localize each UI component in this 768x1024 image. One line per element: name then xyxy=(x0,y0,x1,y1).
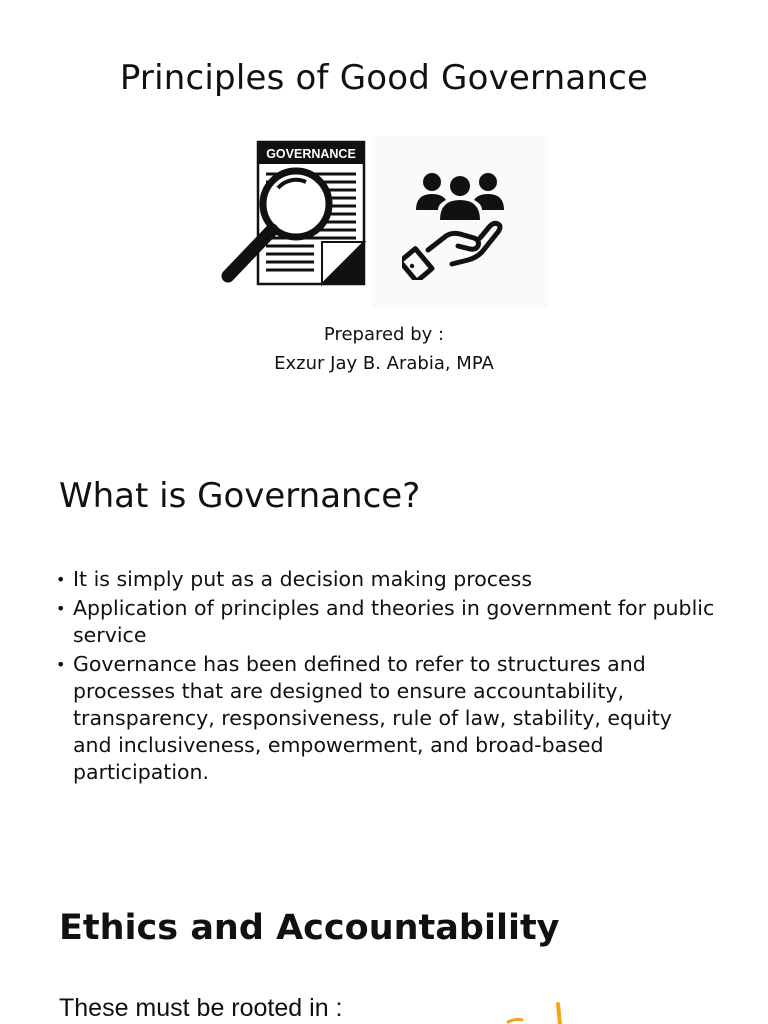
bullet-text: Governance has been defined to refer to structures and processes that are designed to ensure accountability, transparency, responsiveness, rule of law, stability, equity and inclusiveness, empowerment, and broad-based participation. xyxy=(73,652,672,784)
bullet-dot: • xyxy=(56,570,66,589)
ethics-intro-text: These must be rooted in : xyxy=(59,994,343,1022)
prepared-by-label: Prepared by : xyxy=(323,324,445,345)
governance-bullet-list xyxy=(56,566,716,788)
bullet-text: It is simply put as a decision making process xyxy=(73,567,533,591)
bullet-dot: • xyxy=(56,655,66,674)
slide-title: Principles of Good Governance xyxy=(119,58,649,98)
author-name: Exzur Jay B. Arabia, MPA xyxy=(274,353,494,374)
bullet-text: Application of principles and theories in government for public service xyxy=(73,596,715,647)
governance-magnifier-icon xyxy=(216,138,368,288)
section-heading-what-is-governance: What is Governance? xyxy=(59,476,421,516)
governance-badge-text: GOVERNANCE xyxy=(266,147,356,161)
people-icon-panel xyxy=(372,136,548,308)
section-heading-ethics-accountability: Ethics and Accountability xyxy=(59,908,560,948)
list-item xyxy=(56,595,716,649)
decorative-graphic xyxy=(506,1002,566,1024)
list-item xyxy=(56,566,716,593)
bullet-dot: • xyxy=(56,599,66,618)
list-item xyxy=(56,651,716,786)
people-in-hand-icon xyxy=(402,168,518,280)
